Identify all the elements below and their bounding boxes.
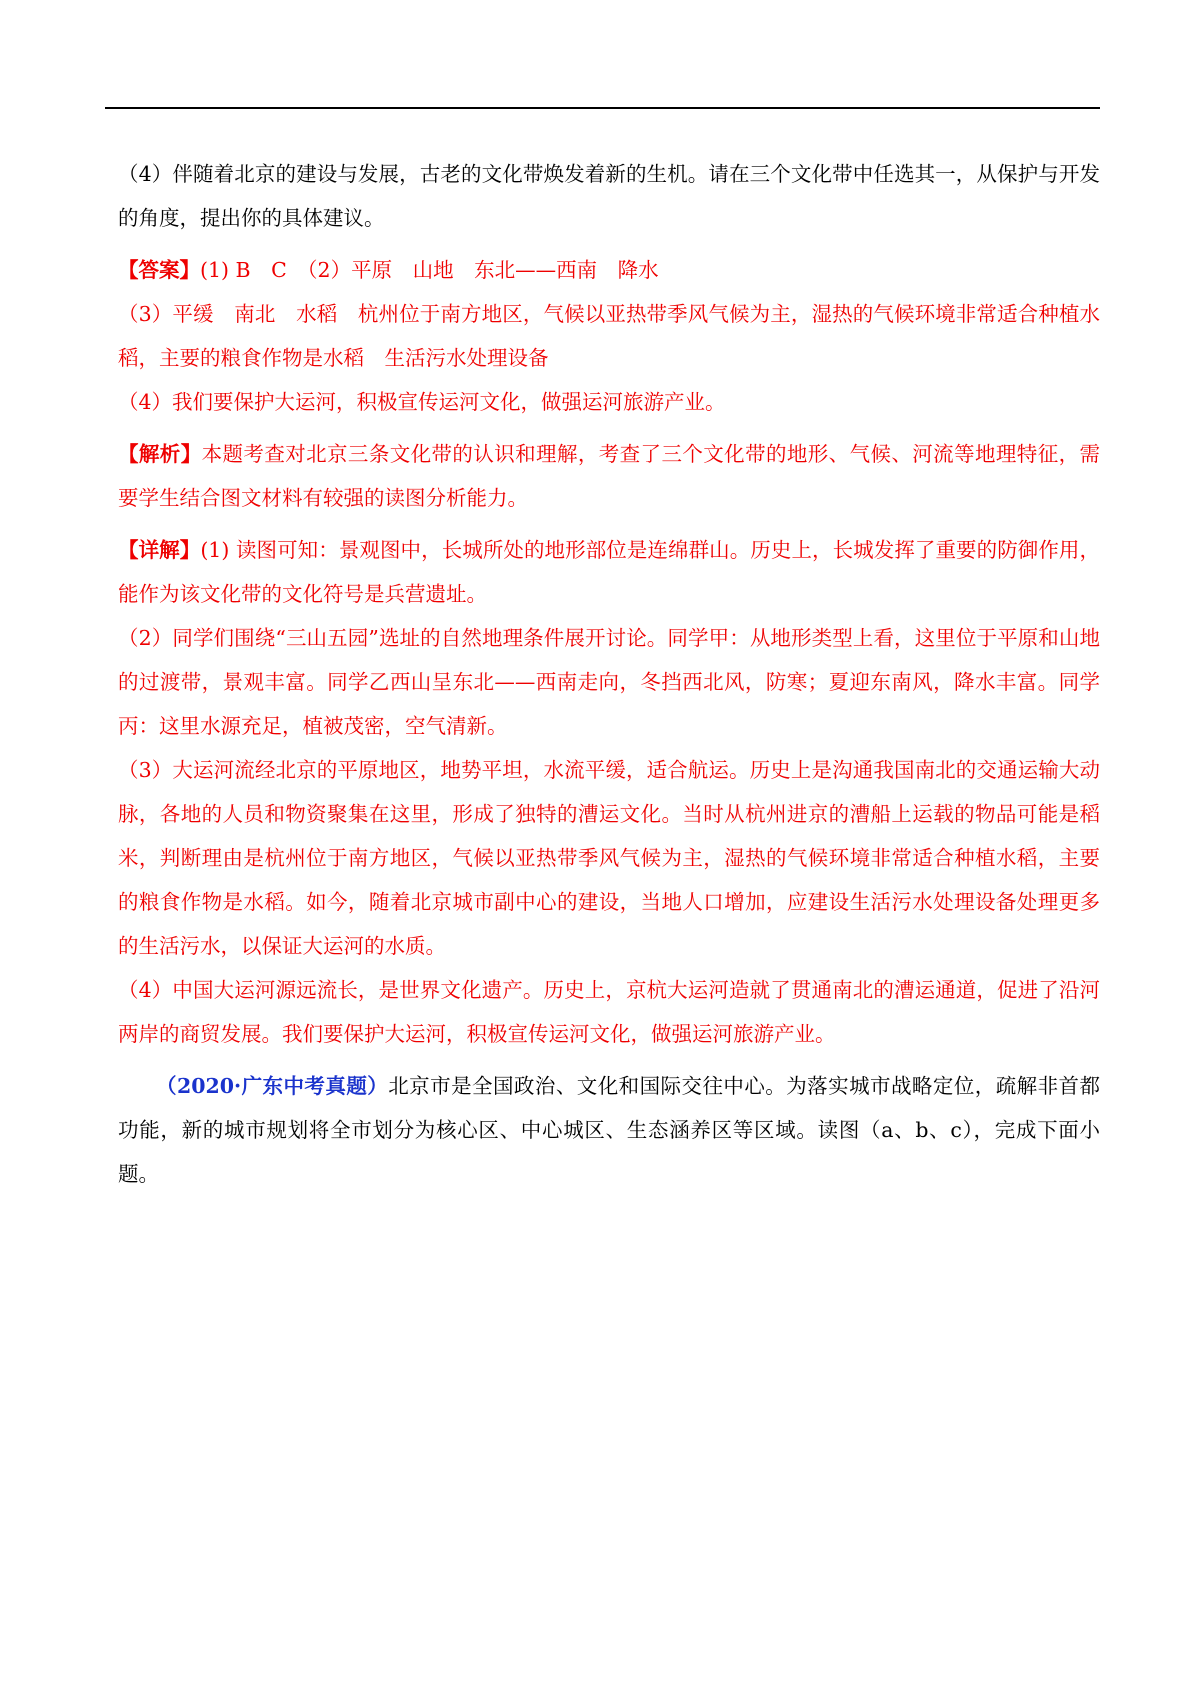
next-question (118, 1064, 1100, 1196)
question-source: （2020·广东中考真题） (156, 1074, 389, 1098)
answer-line-3 (118, 380, 1100, 424)
detail-4-text: （4）中国大运河源远流长，是世界文化遗产。历史上，京杭大运河造就了贯通南北的漕运通道，促进了沿河两岸的商贸发展。我们要保护大运河，积极宣传运河文化，做强运河旅游产业。 (118, 978, 1100, 1046)
detail-3 (118, 748, 1100, 968)
detail-1 (118, 528, 1100, 616)
question-4-text: （4）伴随着北京的建设与发展，古老的文化带焕发着新的生机。请在三个文化带中任选其一，从保护与开发的角度，提出你的具体建议。 (118, 162, 1100, 230)
question-4 (118, 152, 1100, 240)
answer-label: 【答案】 (118, 258, 200, 282)
answer-line-2-text: （3）平缓 南北 水稻 杭州位于南方地区，气候以亚热带季风气候为主，湿热的气候环境非常适合种植水稻，主要的粮食作物是水稻 生活污水处理设备 (118, 302, 1100, 370)
document-body (118, 152, 1100, 1204)
detail-label: 【详解】 (118, 538, 201, 562)
detail-2-text: （2）同学们围绕“三山五园”选址的自然地理条件展开讨论。同学甲：从地形类型上看，这里位于平原和山地的过渡带，景观丰富。同学乙西山呈东北——西南走向，冬挡西北风，防寒；夏迎东南风，降水丰富。同学丙：这里水源充足，植被茂密，空气清新。 (118, 626, 1100, 738)
detail-3-text: （3）大运河流经北京的平原地区，地势平坦，水流平缓，适合航运。历史上是沟通我国南北的交通运输大动脉，各地的人员和物资聚集在这里，形成了独特的漕运文化。当时从杭州进京的漕船上运载的物品可能是稻米，判断理由是杭州位于南方地区，气候以亚热带季风气候为主，湿热的气候环境非常适合种植水稻，主要的粮食作物是水稻。如今，随着北京城市副中心的建设，当地人口增加，应建设生活污水处理设备处理更多的生活污水，以保证大运河的水质。 (118, 758, 1100, 958)
header-rule (105, 107, 1100, 109)
detail-2 (118, 616, 1100, 748)
next-question-text: 北京市是全国政治、文化和国际交往中心。为落实城市战略定位，疏解非首都功能，新的城市规划将全市划分为核心区、中心城区、生态涵养区等区域。读图（a、b、c），完成下面小题。 (118, 1074, 1101, 1186)
analysis-text: 本题考查对北京三条文化带的认识和理解，考查了三个文化带的地形、气候、河流等地理特征，需要学生结合图文材料有较强的读图分析能力。 (118, 442, 1100, 510)
answer-line-1 (118, 248, 1100, 292)
answer-line-1-text: (1) B C （2）平原 山地 东北——西南 降水 (200, 258, 659, 282)
analysis-label: 【解析】 (118, 442, 202, 466)
detail-4 (118, 968, 1100, 1056)
detail-1-text: (1) 读图可知：景观图中，长城所处的地形部位是连绵群山。历史上，长城发挥了重要的防御作用，能作为该文化带的文化符号是兵营遗址。 (118, 538, 1101, 606)
answer-line-2 (118, 292, 1100, 380)
analysis (118, 432, 1100, 520)
answer-line-3-text: （4）我们要保护大运河，积极宣传运河文化，做强运河旅游产业。 (118, 390, 726, 414)
